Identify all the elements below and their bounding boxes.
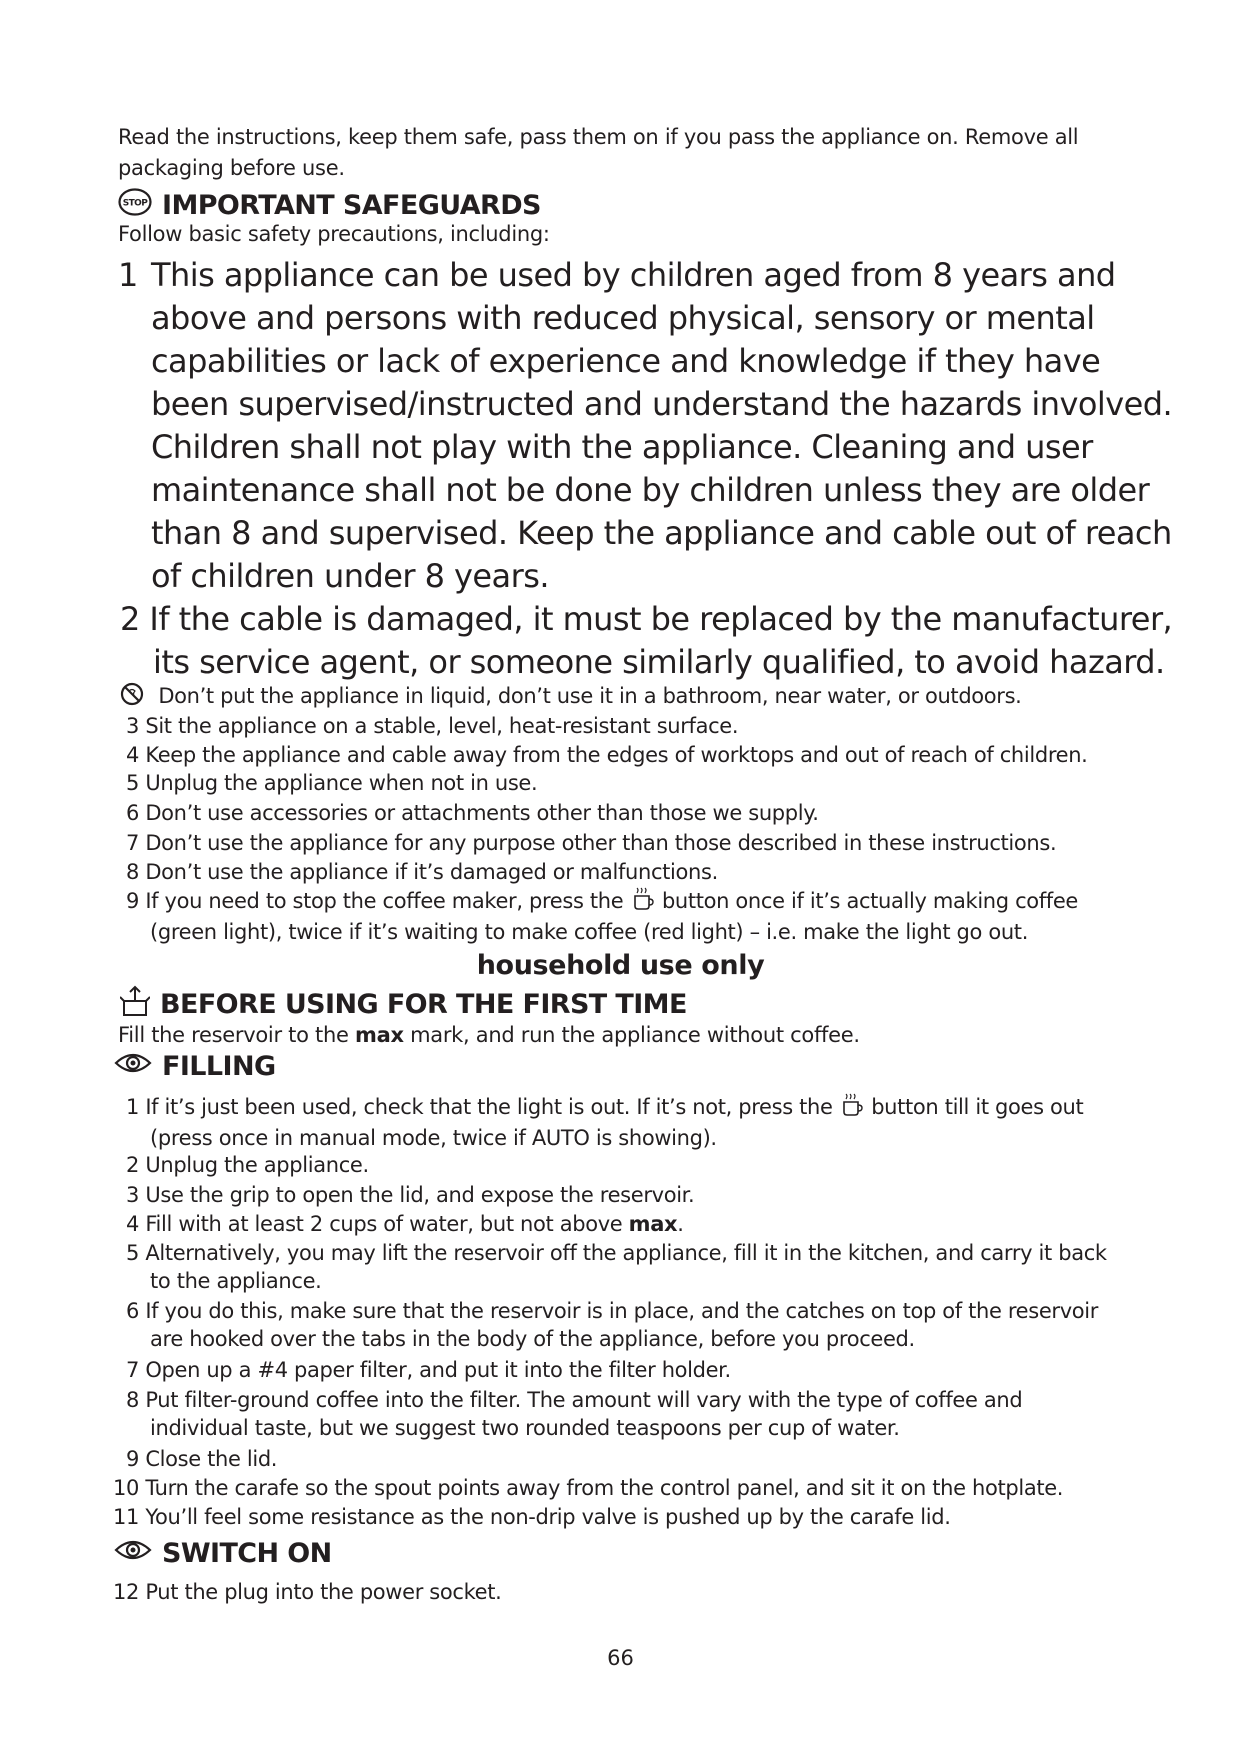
unpack-box-icon (120, 985, 150, 1024)
filling-item-11: 11 You’ll feel some resistance as the non-drip valve is pushed up by the carafe lid. (113, 1505, 951, 1529)
eye-icon-2 (114, 1538, 152, 1569)
safeguard-item-9 (126, 887, 1078, 946)
filling-item-6-text-b: are hooked over the tabs in the body of the appliance, before you proceed. (150, 1327, 915, 1351)
filling-item-1 (126, 1093, 1083, 1152)
before-first-use-heading (120, 985, 687, 1024)
filling-item-1-text-b: button till it goes out (871, 1095, 1084, 1119)
coffee-button-icon (632, 887, 654, 918)
filling-item-1-text-c: (press once in manual mode, twice if AUTO is showing). (150, 1126, 717, 1150)
safeguard-item-4: 4 Keep the appliance and cable away from the edges of worktops and out of reach of children. (126, 743, 1088, 767)
filling-item-9: 9 Close the lid. (126, 1447, 278, 1471)
before-text-b: mark, and run the appliance without coffee. (410, 1023, 860, 1047)
safeguard-item-9-text-c: (green light), twice if it’s waiting to make coffee (red light) – i.e. make the light go out. (150, 920, 1029, 944)
before-first-use-title: BEFORE USING FOR THE FIRST TIME (160, 989, 687, 1020)
filling-item-8-text-a: 8 Put filter-ground coffee into the filter. The amount will vary with the type of coffee and (126, 1388, 1023, 1412)
filling-title: FILLING (162, 1051, 276, 1082)
safeguard-item-6: 6 Don’t use accessories or attachments other than those we supply. (126, 801, 819, 825)
filling-item-4-text-b: . (677, 1212, 684, 1236)
filling-item-5 (126, 1239, 1107, 1295)
prohibited-icon (120, 682, 144, 713)
before-first-use-text (118, 1023, 860, 1047)
switch-on-heading (114, 1538, 332, 1569)
filling-item-4-max: max (628, 1212, 678, 1236)
stop-icon (118, 188, 152, 223)
safeguard-item-9-text-a: 9 If you need to stop the coffee maker, press the (126, 889, 624, 913)
before-text-a: Fill the reservoir to the (118, 1023, 349, 1047)
safeguard-item-3: 3 Sit the appliance on a stable, level, heat-resistant surface. (126, 714, 739, 738)
safeguard-item-9-text-b: button once if it’s actually making coffee (661, 889, 1078, 913)
safeguards-title: IMPORTANT SAFEGUARDS (162, 190, 541, 221)
filling-item-4-text-a: 4 Fill with at least 2 cups of water, but not above (126, 1212, 623, 1236)
filling-item-2: 2 Unplug the appliance. (126, 1153, 369, 1177)
safeguard-item-1 (118, 254, 1178, 598)
filling-item-7: 7 Open up a #4 paper filter, and put it into the filter holder. (126, 1358, 731, 1382)
stop-icon-label: STOP (122, 198, 148, 209)
safeguard-item-2-text: 2 If the cable is damaged, it must be replaced by the manufacturer, its service agent, or someone similarly qualified, to avoid hazard. (120, 600, 1173, 681)
filling-item-3: 3 Use the grip to open the lid, and expose the reservoir. (126, 1183, 695, 1207)
safeguards-subtitle: Follow basic safety precautions, including: (118, 222, 550, 246)
filling-item-5-text-b: to the appliance. (150, 1269, 322, 1293)
safeguards-heading (118, 188, 541, 223)
switch-on-title: SWITCH ON (162, 1538, 332, 1569)
filling-item-4 (126, 1210, 684, 1238)
no-liquid-text: Don’t put the appliance in liquid, don’t use it in a bathroom, near water, or outdoors. (158, 684, 1022, 708)
coffee-button-icon-2 (841, 1093, 863, 1124)
before-text-max: max (355, 1023, 404, 1047)
safeguard-item-7: 7 Don’t use the appliance for any purpose other than those described in these instructions. (126, 831, 1057, 855)
filling-item-6 (126, 1297, 1098, 1353)
intro-paragraph: Read the instructions, keep them safe, pass them on if you pass the appliance on. Remove all packaging before use. (118, 125, 1079, 180)
switch-on-item-12: 12 Put the plug into the power socket. (113, 1580, 502, 1604)
filling-heading (114, 1051, 276, 1082)
safeguard-item-1-text: This appliance can be used by children aged from 8 years and above and persons with reduced physical, sensory or mental capabilities or lack of experience and knowledge if they have been supervised/instructed and understand the hazards involved. Children shall not play with the appliance. Cleaning and user maintenance shall not be done by children unless they are older than 8 and supervised. Keep the appliance and cable out of reach of children under 8 years. (151, 256, 1173, 595)
filling-item-8-text-b: individual taste, but we suggest two rounded teaspoons per cup of water. (150, 1416, 900, 1440)
filling-item-5-text-a: 5 Alternatively, you may lift the reservoir off the appliance, fill it in the kitchen, and carry it back (126, 1241, 1107, 1265)
safeguard-item-5: 5 Unplug the appliance when not in use. (126, 771, 538, 795)
filling-item-6-text-a: 6 If you do this, make sure that the reservoir is in place, and the catches on top of the reservoir (126, 1299, 1099, 1323)
household-use-notice: household use only (476, 950, 765, 981)
eye-icon (114, 1051, 152, 1082)
safeguard-item-8: 8 Don’t use the appliance if it’s damaged or malfunctions. (126, 860, 718, 884)
filling-item-1-text-a: 1 If it’s just been used, check that the light is out. If it’s not, press the (126, 1095, 833, 1119)
safeguard-item-2 (120, 598, 1180, 684)
no-liquid-warning (118, 682, 1022, 713)
page-number: 66 (607, 1646, 634, 1670)
filling-item-10: 10 Turn the carafe so the spout points away from the control panel, and sit it on the hotplate. (113, 1476, 1064, 1500)
safeguard-item-1-number: 1 (118, 256, 138, 294)
filling-item-8 (126, 1386, 1022, 1442)
